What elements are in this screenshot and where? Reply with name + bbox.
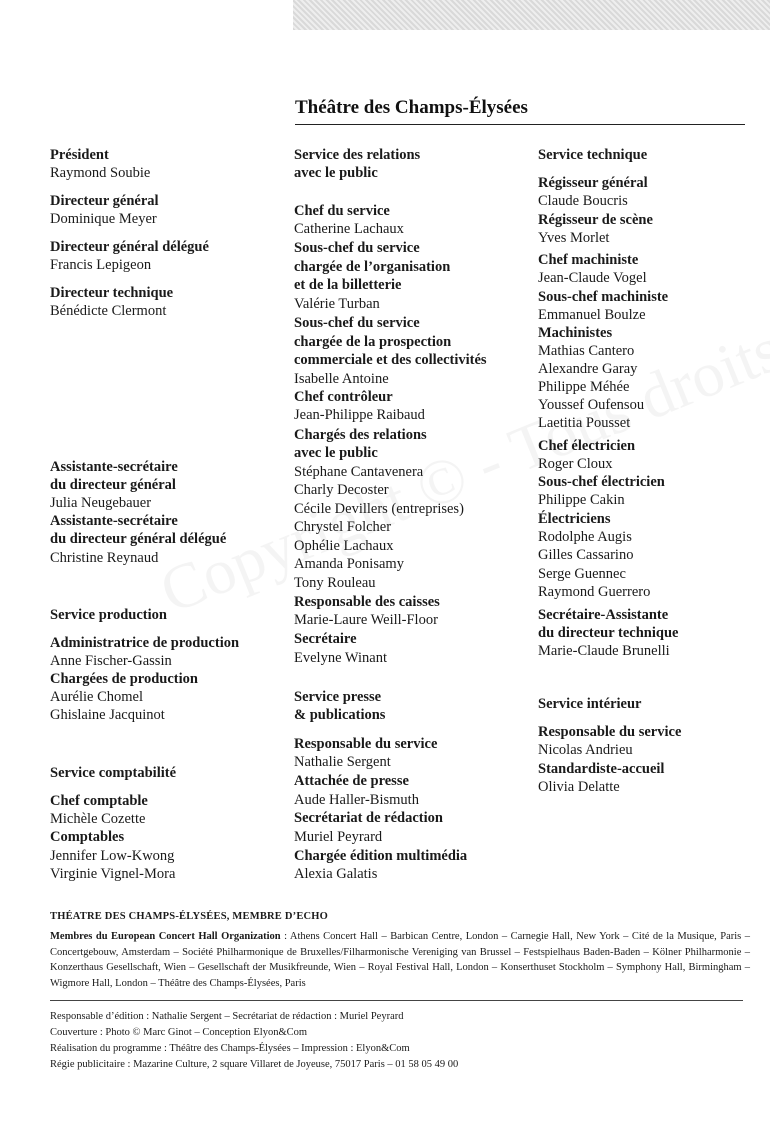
staff-name: Jean-Philippe Raibaud — [294, 407, 425, 423]
staff-name: Mathias Cantero — [538, 343, 635, 359]
staff-role: avec le public — [294, 165, 378, 181]
staff-role: Service des relations — [294, 147, 421, 163]
staff-name: Isabelle Antoine — [294, 371, 389, 387]
staff-role: Secrétaire — [294, 631, 357, 647]
publication-credits — [50, 1009, 458, 1073]
staff-name: Philippe Méhée — [538, 379, 630, 395]
staff-name: Julia Neugebauer — [50, 495, 152, 511]
staff-role: Responsable du service — [294, 736, 438, 752]
staff-name: Yves Morlet — [538, 230, 610, 246]
staff-name: Tony Rouleau — [294, 575, 376, 591]
staff-role: du directeur général — [50, 477, 176, 493]
staff-role: Chef du service — [294, 203, 390, 219]
members-label: Membres du European Concert Hall Organization — [50, 931, 281, 942]
footer-rule — [50, 1000, 743, 1001]
echo-membership-title: THÉATRE DES CHAMPS-ÉLYSÉES, MEMBRE D’ECHO — [50, 911, 329, 922]
staff-role: Chargées de production — [50, 671, 198, 687]
staff-name: Cécile Devillers (entreprises) — [294, 501, 464, 517]
staff-role: Directeur technique — [50, 285, 174, 301]
staff-role: Sous-chef du service — [294, 240, 420, 256]
staff-role: chargée de l’organisation — [294, 259, 451, 275]
staff-role: Chef machiniste — [538, 252, 639, 268]
staff-name: Aurélie Chomel — [50, 689, 144, 705]
staff-name: Philippe Cakin — [538, 492, 625, 508]
staff-name: Laetitia Pousset — [538, 415, 631, 431]
staff-role: Chargés des relations — [294, 427, 427, 443]
staff-role: Secrétaire-Assistante — [538, 607, 669, 623]
staff-name: Dominique Meyer — [50, 211, 157, 227]
staff-role: Machinistes — [538, 325, 613, 341]
staff-name: Bénédicte Clermont — [50, 303, 167, 319]
staff-name: Alexandre Garay — [538, 361, 638, 377]
staff-name: Ophélie Lachaux — [294, 538, 394, 554]
staff-role: et de la billetterie — [294, 277, 402, 293]
staff-role: Assistante-secrétaire — [50, 459, 178, 475]
copyright-watermark — [150, 228, 770, 629]
staff-name: Amanda Ponisamy — [294, 556, 404, 572]
staff-name: Valérie Turban — [294, 296, 380, 312]
staff-name: Nicolas Andrieu — [538, 742, 633, 758]
staff-name: Ghislaine Jacquinot — [50, 707, 165, 723]
staff-name: Alexia Galatis — [294, 866, 378, 882]
staff-name: Jennifer Low-Kwong — [50, 848, 175, 864]
staff-name: Marie-Claude Brunelli — [538, 643, 670, 659]
staff-name: Michèle Cozette — [50, 811, 146, 827]
staff-name: Aude Haller-Bismuth — [294, 792, 419, 808]
title-rule — [295, 124, 745, 125]
staff-role: Régisseur général — [538, 175, 648, 191]
staff-name: Olivia Delatte — [538, 779, 620, 795]
staff-role: Directeur général délégué — [50, 239, 209, 255]
staff-name: Gilles Cassarino — [538, 547, 634, 563]
staff-role: Chargée édition multimédia — [294, 848, 468, 864]
staff-role: Chef contrôleur — [294, 389, 393, 405]
staff-name: Christine Reynaud — [50, 550, 159, 566]
staff-name: Stéphane Cantavenera — [294, 464, 424, 480]
staff-name: Muriel Peyrard — [294, 829, 383, 845]
header-texture-band — [293, 0, 770, 30]
staff-role: Administratrice de production — [50, 635, 240, 651]
staff-role: Service presse — [294, 689, 382, 705]
staff-role: Sous-chef électricien — [538, 474, 665, 490]
staff-role: Service production — [50, 607, 167, 623]
staff-role: Sous-chef du service — [294, 315, 420, 331]
staff-role: commerciale et des collectivités — [294, 352, 487, 368]
staff-role: Service technique — [538, 147, 648, 163]
staff-role: avec le public — [294, 445, 378, 461]
staff-role: Secrétariat de rédaction — [294, 810, 443, 826]
staff-role: Responsable des caisses — [294, 594, 440, 610]
staff-name: Anne Fischer-Gassin — [50, 653, 172, 669]
page-title: Théâtre des Champs-Élysées — [295, 97, 528, 118]
staff-role: Chef électricien — [538, 438, 636, 454]
staff-name: Rodolphe Augis — [538, 529, 632, 545]
staff-role: Assistante-secrétaire — [50, 513, 178, 529]
staff-name: Evelyne Winant — [294, 650, 387, 666]
staff-name: Jean-Claude Vogel — [538, 270, 647, 286]
credit-line: Responsable d’édition : Nathalie Sergent – Secrétariat de rédaction : Muriel Peyrard — [50, 1011, 404, 1022]
staff-name: Virginie Vignel-Mora — [50, 866, 176, 882]
staff-name: Chrystel Folcher — [294, 519, 392, 535]
staff-name: Raymond Guerrero — [538, 584, 651, 600]
members-list: : Athens Concert Hall – Barbican Centre, London – Carnegie Hall, New York – Cité de la Musique, Paris – Concertgebouw, Amsterdam – Société Philharmonique de Bruxelles/Filharmonische Vereniging van Brussel – Festspielhaus Baden-Baden – Kölner Philharmonie – Konzerthaus Gesellschaft, Wien – Gesellschaft der Musikfreunde, Wien – Royal Festival Hall, London – Konserthuset Stockholm – Symphony Hall, Birmingham – Wigmore Hall, London – Théâtre des Champs-Élysées, Paris — [50, 931, 750, 989]
credit-line: Couverture : Photo © Marc Ginot – Conception Elyon&Com — [50, 1027, 308, 1038]
staff-name: Serge Guennec — [538, 566, 626, 582]
echo-members-paragraph — [50, 929, 750, 991]
staff-role: Chef comptable — [50, 793, 148, 809]
staff-name: Catherine Lachaux — [294, 221, 404, 237]
credit-line: Réalisation du programme : Théâtre des Champs-Élysées – Impression : Elyon&Com — [50, 1043, 410, 1054]
staff-role: chargée de la prospection — [294, 334, 452, 350]
staff-role: Responsable du service — [538, 724, 682, 740]
staff-role: Directeur général — [50, 193, 159, 209]
staff-name: Nathalie Sergent — [294, 754, 391, 770]
staff-name: Raymond Soubie — [50, 165, 151, 181]
staff-role: & publications — [294, 707, 386, 723]
staff-name: Roger Cloux — [538, 456, 613, 472]
staff-role: Service intérieur — [538, 696, 642, 712]
staff-name: Claude Boucris — [538, 193, 628, 209]
staff-name: Marie-Laure Weill-Floor — [294, 612, 438, 628]
staff-role: Sous-chef machiniste — [538, 289, 669, 305]
staff-role: Régisseur de scène — [538, 212, 653, 228]
staff-role: Comptables — [50, 829, 125, 845]
staff-role: Standardiste-accueil — [538, 761, 665, 777]
staff-name: Francis Lepigeon — [50, 257, 152, 273]
staff-role: Service comptabilité — [50, 765, 177, 781]
staff-role: du directeur général délégué — [50, 531, 227, 547]
staff-name: Emmanuel Boulze — [538, 307, 646, 323]
staff-role: Attachée de presse — [294, 773, 409, 789]
staff-role: Président — [50, 147, 109, 163]
staff-name: Charly Decoster — [294, 482, 389, 498]
staff-role: Électriciens — [538, 511, 611, 527]
credit-line: Régie publicitaire : Mazarine Culture, 2 square Villaret de Joyeuse, 75017 Paris – 01 58 05 49 00 — [50, 1059, 459, 1070]
staff-name: Youssef Oufensou — [538, 397, 645, 413]
staff-role: du directeur technique — [538, 625, 679, 641]
